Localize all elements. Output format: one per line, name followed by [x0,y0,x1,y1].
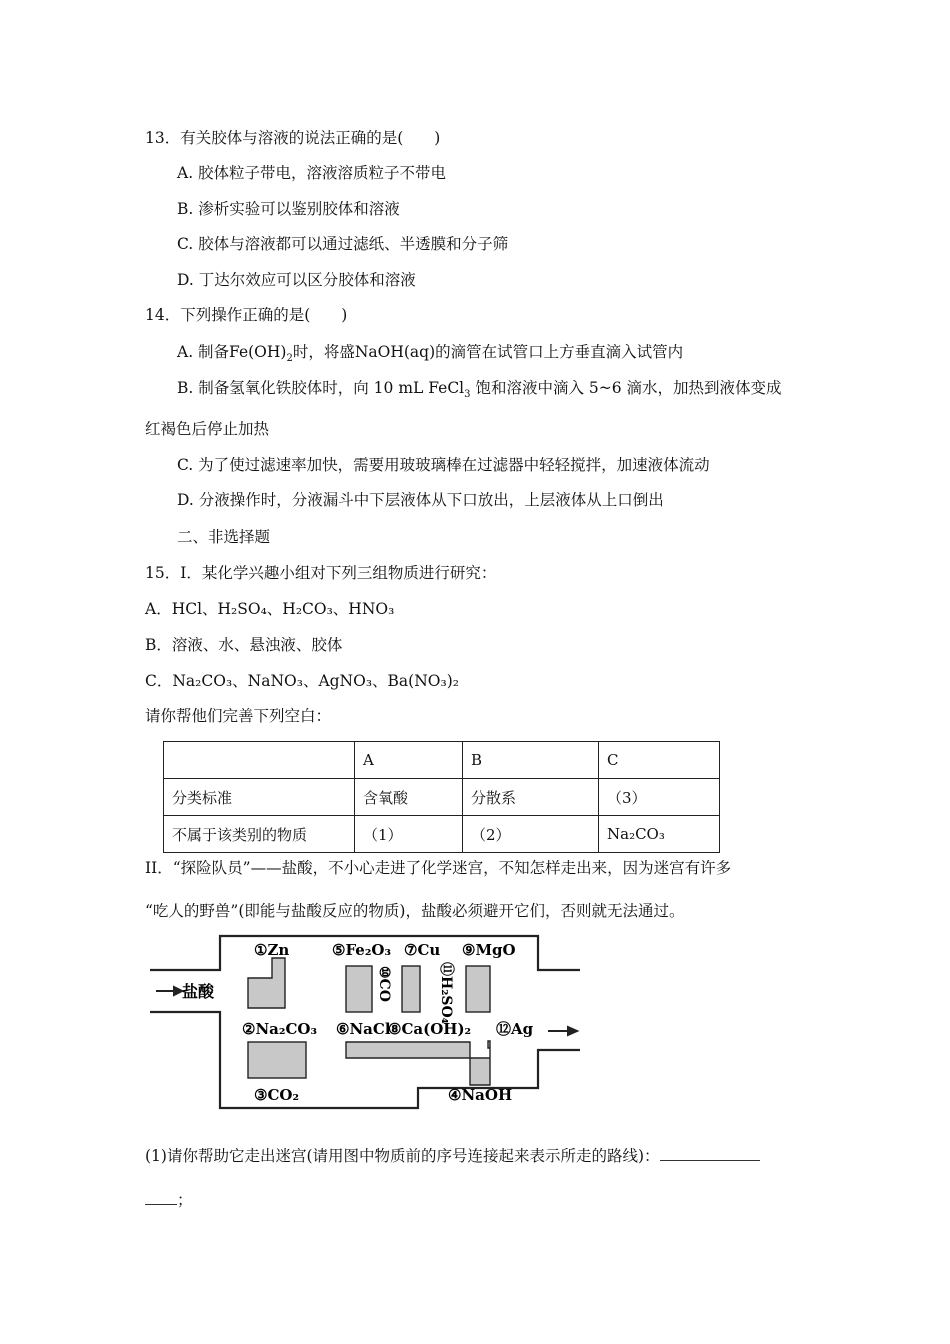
table-cell: A [355,742,463,779]
table-cell: 不属于该类别的物质 [164,816,355,853]
q13-option-b: B. 渗析实验可以鉴别胶体和溶液 [177,200,400,218]
maze-entry-label: 盐酸 [182,982,215,1001]
maze-item-8: ⑧Ca(OH)₂ [388,1020,472,1038]
table-cell: Na₂CO₃ [599,816,720,853]
maze-item-10: ⑩CO [376,966,392,1002]
q14-stem: 14．下列操作正确的是( ) [145,306,348,324]
table-row [164,742,720,779]
table-cell: （3） [599,779,720,816]
maze-item-5: ⑤Fe₂O₃ [332,941,392,959]
table-row [164,779,720,816]
q14-option-b-sub: 3 [464,389,471,401]
table-cell: 分散系 [463,779,599,816]
q13-option-c: C. 胶体与溶液都可以通过滤纸、半透膜和分子筛 [177,235,509,253]
q14-option-a-post: 时，将盛NaOH(aq)的滴管在试管口上方垂直滴入试管内 [292,343,684,361]
maze-item-9: ⑨MgO [462,941,516,959]
q13-option-d: D. 丁达尔效应可以区分胶体和溶液 [177,271,416,289]
maze-item-7: ⑦Cu [404,941,441,959]
table-cell: C [599,742,720,779]
maze-item-2: ②Na₂CO₃ [242,1020,318,1038]
maze-item-3: ③CO₂ [254,1086,300,1104]
maze-block-l [248,958,285,1008]
table-row [164,816,720,853]
q15-group-c: C．Na₂CO₃、NaNO₃、AgNO₃、Ba(NO₃)₂ [145,672,459,690]
q15-group-a: A．HCl、H₂SO₄、H₂CO₃、HNO₃ [145,600,395,618]
maze-block [346,966,372,1012]
maze-block [248,1042,306,1078]
q15-sub1 [145,1146,760,1166]
maze-item-6: ⑥NaCl [336,1020,391,1038]
maze-item-12: ⑫Ag [496,1020,534,1038]
exit-arrowhead-icon [568,1027,577,1035]
entry-arrowhead-icon [174,987,182,995]
q15-prompt: 请你帮他们完善下列空白： [145,707,332,725]
q14-option-d: D. 分液操作时，分液漏斗中下层液体从下口放出，上层液体从上口倒出 [177,491,664,509]
maze-block [402,966,420,1012]
q15-intro: 15．I．某化学兴趣小组对下列三组物质进行研究： [145,564,497,582]
q15-sub1-text: (1)请你帮助它走出迷宫(请用图中物质前的序号连接起来表示所走的路线)： [145,1147,660,1165]
answer-blank-continued[interactable] [145,1204,177,1205]
maze-block-long [346,1041,490,1085]
q13-option-a: A. 胶体粒子带电，溶液溶质粒子不带电 [177,164,447,182]
table-cell: 分类标准 [164,779,355,816]
q14-option-a-sub: 2 [286,353,293,365]
maze-item-4: ④NaOH [448,1086,513,1104]
maze-diagram [150,930,590,1115]
table-cell: B [463,742,599,779]
maze-block [466,966,490,1012]
table-cell [164,742,355,779]
q14-option-b-continued: 红褐色后停止加热 [145,420,270,438]
q15-part2-line2: “吃人的野兽”(即能与盐酸反应的物质)，盐酸必须避开它们，否则就无法通过。 [145,902,685,920]
q14-option-c: C. 为了使过滤速率加快，需要用玻玻璃棒在过滤器中轻轻搅拌，加速液体流动 [177,456,710,474]
q15-group-b: B．溶液、水、悬浊液、胶体 [145,636,343,654]
q14-option-b-post: 饱和溶液中滴入 5~6 滴水，加热到液体变成 [470,379,782,397]
table-cell: （2） [463,816,599,853]
table-cell: （1） [355,816,463,853]
classification-table [163,741,720,853]
q14-option-a [177,342,684,365]
q14-option-b [177,378,782,401]
maze-item-11: ⑪H₂SO₄ [438,962,454,1024]
q13-stem: 13．有关胶体与溶液的说法正确的是( ) [145,129,441,147]
q14-option-b-pre: B. 制备氢氧化铁胶体时，向 10 mL FeCl [177,379,465,397]
q15-part2-line1: II．“探险队员”——盐酸，不小心走进了化学迷宫，不知怎样走出来，因为迷宫有许多 [145,859,732,877]
table-cell: 含氧酸 [355,779,463,816]
q15-sub1-end: ； [177,1191,193,1209]
maze-item-1: ①Zn [254,941,290,959]
q15-sub1-continued [145,1190,193,1210]
answer-blank[interactable] [660,1160,760,1161]
q14-option-a-pre: A. 制备Fe(OH) [177,343,287,361]
section-heading: 二、非选择题 [177,528,271,546]
